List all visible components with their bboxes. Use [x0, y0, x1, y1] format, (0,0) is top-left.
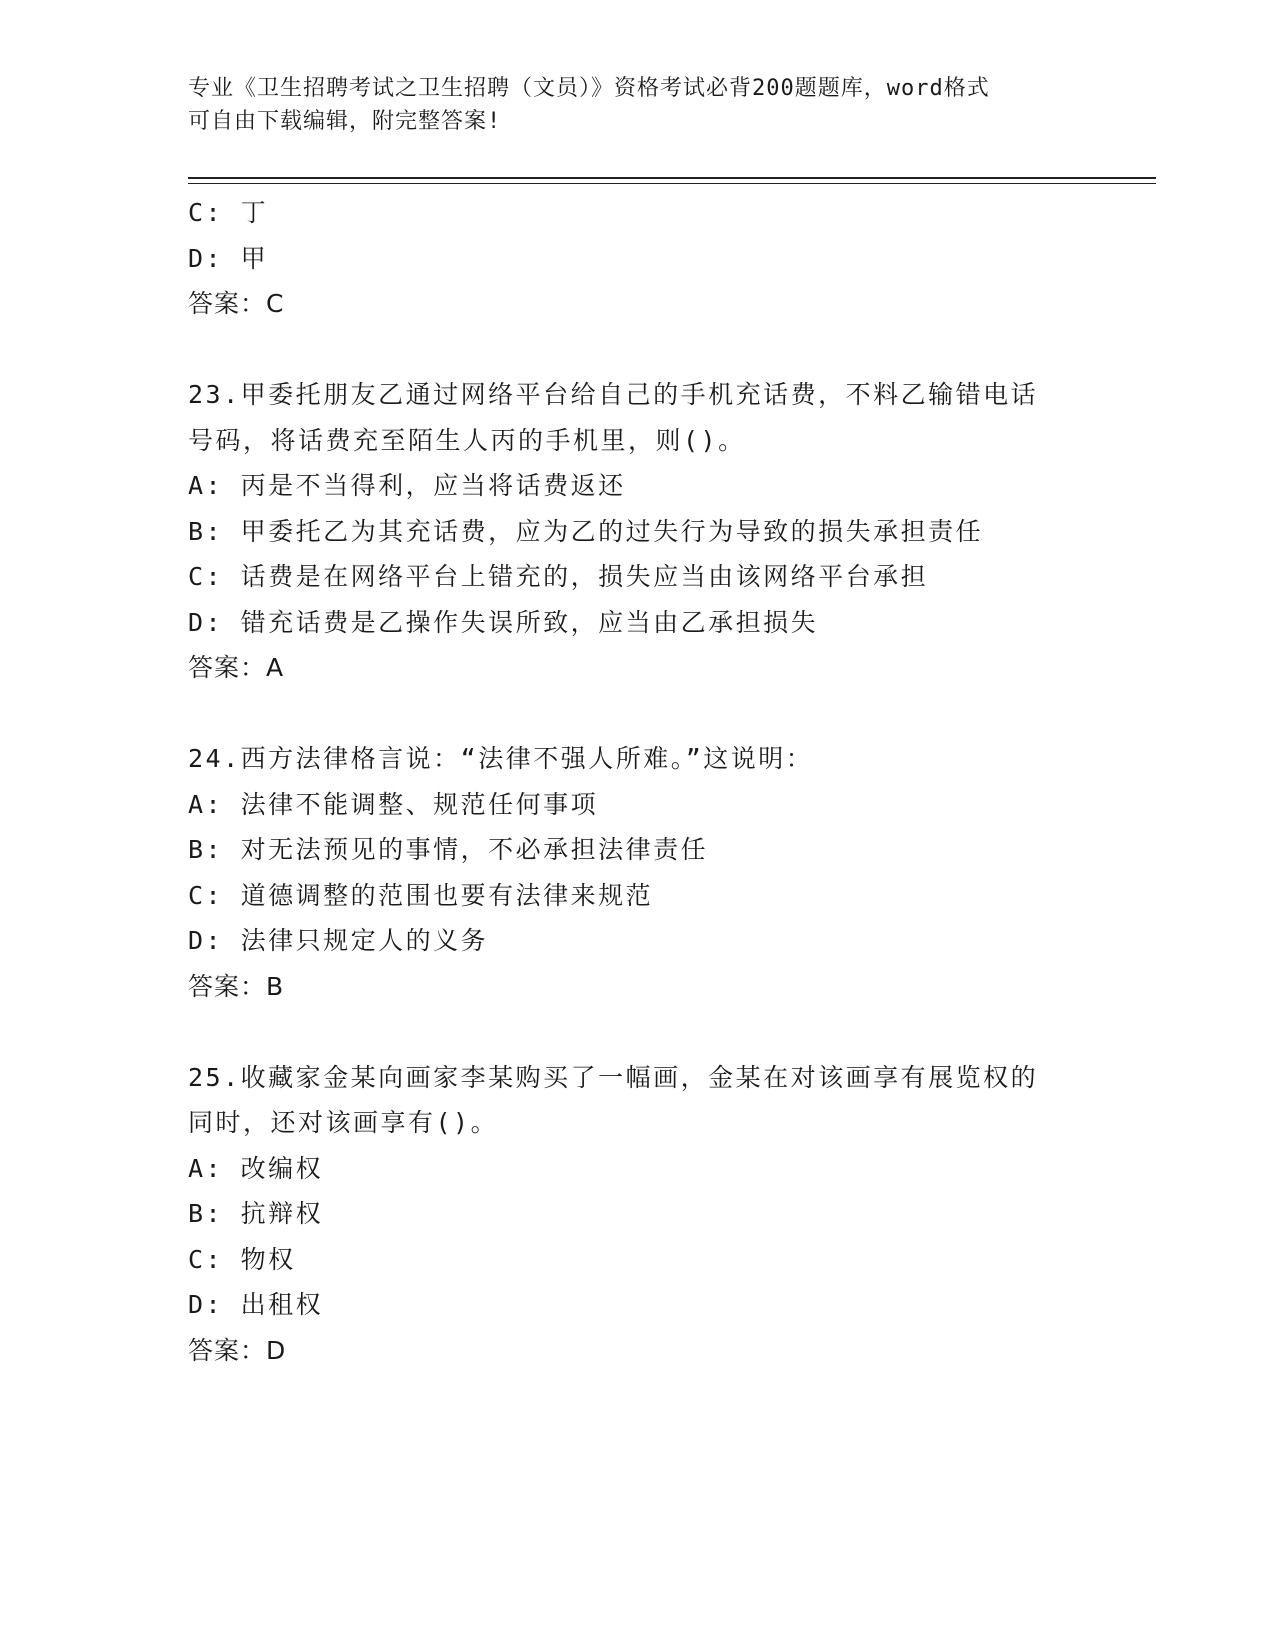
spacer [188, 691, 1088, 737]
option-label: A: [188, 1153, 224, 1183]
option-b [188, 509, 1088, 555]
option-a [188, 782, 1088, 828]
question-text: 24.西方法律格言说：“法律不强人所难。”这说明： [188, 744, 814, 773]
option-text: 话费是在网络平台上错充的，损失应当由该网络平台承担 [240, 562, 929, 591]
question-text: 25.收藏家金某向画家李某购买了一幅画，金某在对该画享有展览权的 [188, 1062, 1039, 1092]
option-d [188, 1282, 1088, 1328]
option-label: B: [188, 1199, 224, 1228]
header-divider [188, 177, 1156, 184]
answer-label: 答案： [188, 1335, 267, 1365]
option-c [188, 1237, 1088, 1283]
option-text: 抗辩权 [240, 1199, 324, 1228]
spacer [188, 1009, 1088, 1055]
document-body [188, 190, 1088, 1373]
option-label: A: [188, 471, 224, 500]
answer-label: 答案： [188, 289, 267, 318]
option-b [188, 1191, 1088, 1237]
answer-value: B [266, 971, 285, 1001]
option-text: 出租权 [240, 1290, 324, 1319]
question-25 [188, 1055, 1088, 1374]
answer-line [188, 645, 1088, 691]
option-c [188, 873, 1088, 919]
option-c [188, 190, 1088, 236]
answer-line [188, 1328, 1088, 1374]
option-d [188, 918, 1088, 964]
answer-line [188, 964, 1088, 1010]
spacer [188, 327, 1088, 373]
option-d [188, 236, 1088, 282]
option-label: C: [188, 198, 224, 227]
answer-value: C [266, 289, 285, 318]
option-label: C: [188, 562, 224, 591]
option-a [188, 1146, 1088, 1192]
option-text: 法律只规定人的义务 [240, 926, 489, 955]
question-24 [188, 736, 1088, 1009]
option-text: 物权 [240, 1244, 296, 1274]
answer-value: A [266, 653, 285, 682]
option-text: 改编权 [240, 1153, 324, 1183]
header-line-1: 专业《卫生招聘考试之卫生招聘（文员）》资格考试必背200题题库，word格式 [188, 76, 990, 101]
option-c [188, 554, 1088, 600]
option-text: 丁 [240, 198, 269, 227]
answer-line [188, 281, 1088, 327]
question-text: 号码，将话费充至陌生人丙的手机里，则()。 [188, 425, 746, 455]
option-text: 错充话费是乙操作失误所致，应当由乙承担损失 [240, 607, 819, 637]
option-label: B: [188, 516, 224, 546]
option-label: D: [188, 607, 224, 637]
option-label: B: [188, 835, 224, 864]
partial-question [188, 190, 1088, 327]
option-text: 甲委托乙为其充话费，应为乙的过失行为导致的损失承担责任 [240, 516, 984, 546]
option-text: 道德调整的范围也要有法律来规范 [240, 880, 654, 910]
option-a [188, 463, 1088, 509]
option-text: 丙是不当得利，应当将话费返还 [240, 471, 626, 500]
answer-label: 答案： [188, 653, 267, 682]
option-label: C: [188, 880, 224, 910]
option-text: 对无法预见的事情，不必承担法律责任 [240, 835, 709, 864]
option-text: 法律不能调整、规范任何事项 [240, 789, 599, 819]
question-text: 同时，还对该画享有()。 [188, 1108, 499, 1137]
option-d [188, 600, 1088, 646]
option-label: D: [188, 1290, 224, 1319]
question-23 [188, 372, 1088, 691]
header-line-2: 可自由下载编辑，附完整答案! [188, 109, 502, 134]
option-label: D: [188, 243, 224, 273]
option-label: D: [188, 926, 224, 955]
question-text: 23.甲委托朋友乙通过网络平台给自己的手机充话费，不料乙输错电话 [188, 380, 1039, 409]
answer-label: 答案： [188, 971, 267, 1001]
page-header [188, 72, 1068, 138]
option-label: C: [188, 1244, 224, 1274]
option-text: 甲 [240, 243, 269, 273]
answer-value: D [266, 1335, 287, 1365]
option-label: A: [188, 789, 224, 819]
option-b [188, 827, 1088, 873]
